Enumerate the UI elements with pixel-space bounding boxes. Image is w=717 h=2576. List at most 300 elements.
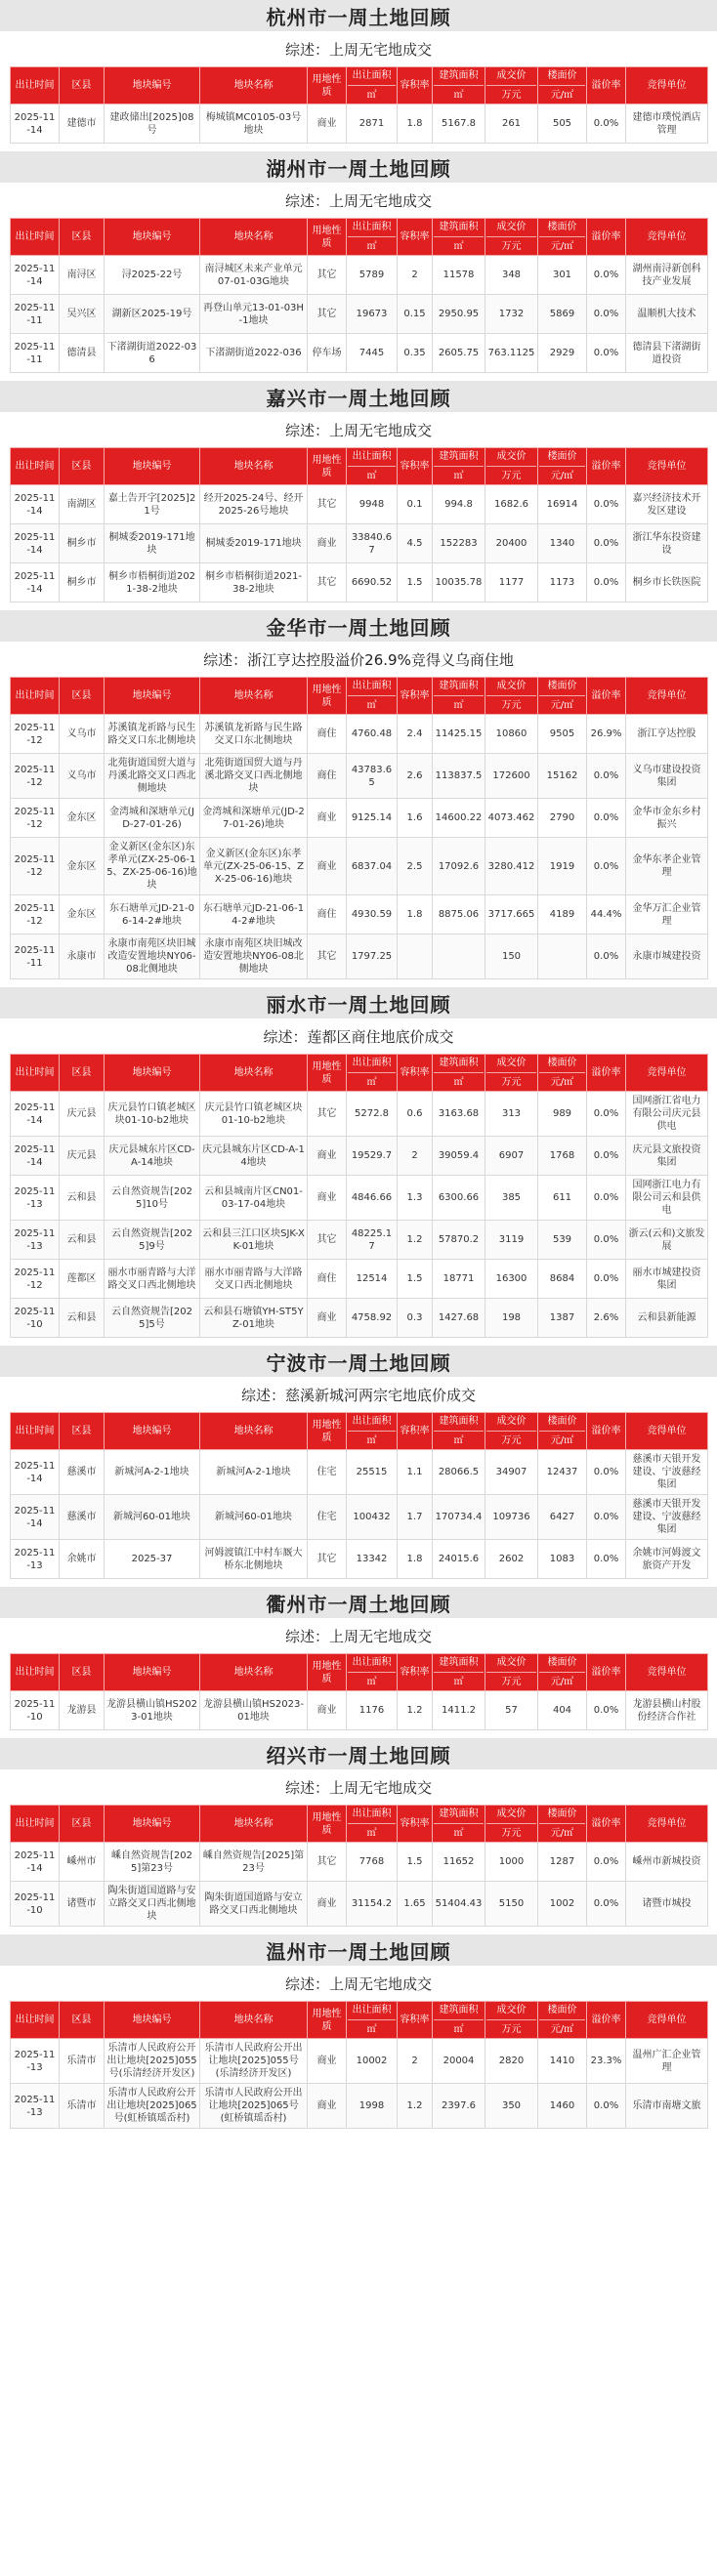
column-header-area [347,1654,398,1691]
cell-winner: 诸暨市城投 [626,1882,708,1927]
cell-floor-area: 51404.43 [433,1882,485,1927]
cell-floor-area: 3163.68 [433,1092,485,1137]
cell-land-use: 其它 [308,256,347,295]
cell-parcel-name: 新城河A-2-1地块 [200,1450,308,1495]
cell-land-use: 商业 [308,104,347,144]
table-row [11,1299,708,1338]
cell-winner: 温州广汇企业管理 [626,2039,708,2084]
cell-district: 云和县 [60,1299,105,1338]
cell-parcel-code: 建政储出[2025]08号 [105,104,200,144]
cell-premium-rate: 0.0% [587,524,626,563]
column-label: 溢价率 [591,1426,621,1436]
cell-parcel-name: 苏溪镇龙祈路与民生路交叉口东北侧地块 [200,715,308,754]
column-label: 地块名称 [233,690,274,701]
cell-district: 云和县 [60,1176,105,1221]
cell-plot-ratio: 0.1 [398,485,433,524]
cell-deal-price: 1177 [485,563,538,602]
table-header-row [11,219,708,256]
column-label: 竞得单位 [647,231,687,242]
table-row [11,895,708,935]
cell-premium-rate: 0.0% [587,2084,626,2129]
cell-premium-rate: 0.0% [587,799,626,838]
section-summary: 综述：上周无宅地成交 [284,1627,432,1645]
cell-premium-rate: 0.0% [587,1221,626,1260]
column-header-floor-price [538,1055,587,1092]
column-label: 竞得单位 [647,80,687,91]
column-label: 地块编号 [132,80,172,91]
column-header-district [60,67,105,104]
cell-plot-ratio: 1.5 [398,563,433,602]
column-header-plot-ratio [398,1654,433,1691]
cell-plot-ratio: 1.2 [398,1221,433,1260]
cell-parcel-code: 嘉土告开字[2025]21号 [105,485,200,524]
cell-deal-price: 385 [485,1176,538,1221]
column-header-parcel-code [105,678,200,715]
cell-district: 庆元县 [60,1137,105,1176]
cell-district: 义乌市 [60,754,105,799]
column-label: 楼面价 [547,1808,577,1819]
column-label: 竞得单位 [647,461,687,472]
column-header-floor-area [433,448,485,485]
cell-plot-ratio [398,935,433,979]
cell-parcel-code: 苏溪镇龙祈路与民生路交叉口东北侧地块 [105,715,200,754]
column-header-premium-rate [587,1055,626,1092]
cell-land-use: 住宅 [308,1495,347,1540]
cell-parcel-code: 永康市南苑区块旧城改造安置地块NY06-08北侧地块 [105,935,200,979]
column-unit: ㎡ [348,1431,396,1447]
cell-floor-price: 9505 [538,715,587,754]
cell-land-use: 其它 [308,1843,347,1882]
column-label: 出让面积 [352,1657,392,1668]
cell-plot-ratio: 1.1 [398,1450,433,1495]
column-label: 容积率 [400,1426,430,1436]
cell-premium-rate: 26.9% [587,715,626,754]
column-label: 出让时间 [15,461,55,472]
column-label: 区县 [71,1067,92,1078]
column-header-land-use [308,1413,347,1450]
cell-plot-ratio: 1.65 [398,1882,433,1927]
column-label: 出让时间 [15,1067,55,1078]
cell-plot-ratio: 1.2 [398,1691,433,1730]
cell-floor-price: 1173 [538,563,587,602]
cell-winner: 丽水市城建投资集团 [626,1260,708,1299]
column-label: 出让面积 [352,681,392,691]
column-label: 用地性质 [312,73,342,98]
column-label: 溢价率 [591,1667,621,1678]
cell-parcel-name: 乐清市人民政府公开出让地块[2025]055号(乐清经济开发区) [200,2039,308,2084]
column-unit: ㎡ [348,2019,396,2036]
column-label: 用地性质 [312,1419,342,1443]
cell-premium-rate: 2.6% [587,1299,626,1338]
table-row [11,1691,708,1730]
cell-district: 金东区 [60,799,105,838]
cell-district: 莲都区 [60,1260,105,1299]
cell-deal-price: 4073.462 [485,799,538,838]
column-label: 用地性质 [312,1660,342,1684]
column-unit: ㎡ [348,85,396,102]
column-header-floor-price [538,1654,587,1691]
column-header-parcel-name [200,2002,308,2039]
column-label: 出让时间 [15,231,55,242]
cell-winner: 国网浙江电力有限公司云和县供电 [626,1176,708,1221]
column-label: 建筑面积 [439,1416,479,1427]
column-header-premium-rate [587,219,626,256]
column-header-premium-rate [587,2002,626,2039]
cell-premium-rate: 0.0% [587,935,626,979]
cell-deal-price: 10860 [485,715,538,754]
cell-sale-date: 2025-11-13 [11,1176,60,1221]
cell-winner: 金华万汇企业管理 [626,895,708,935]
column-label: 楼面价 [547,1657,577,1668]
column-label: 地块名称 [233,231,274,242]
cell-parcel-name: 庆元县竹口镇老城区块01-10-b2地块 [200,1092,308,1137]
column-header-deal-price [485,2002,538,2039]
cell-sale-date: 2025-11-14 [11,1092,60,1137]
table-header-row [11,1654,708,1691]
table-row [11,1176,708,1221]
cell-floor-area: 5167.8 [433,104,485,144]
section-summary: 综述：上周无宅地成交 [284,421,432,439]
column-header-deal-price [485,1413,538,1450]
cell-deal-price: 6907 [485,1137,538,1176]
cell-area: 1176 [347,1691,398,1730]
cell-sale-date: 2025-11-11 [11,935,60,979]
column-unit: ㎡ [434,695,484,712]
cell-premium-rate: 0.0% [587,485,626,524]
column-header-floor-price [538,67,587,104]
table-row [11,1540,708,1579]
column-unit: 万元 [486,695,536,712]
cell-district: 龙游县 [60,1691,105,1730]
table-row [11,1092,708,1137]
cell-land-use: 其它 [308,295,347,334]
cell-area: 100432 [347,1495,398,1540]
land-table [10,447,708,602]
column-label: 成交价 [496,681,527,691]
cell-area: 19529.7 [347,1137,398,1176]
column-header-plot-ratio [398,448,433,485]
section-summary: 综述：上周无宅地成交 [284,1778,432,1797]
land-table [10,677,708,979]
cell-land-use: 商业 [308,1691,347,1730]
column-header-land-use [308,2002,347,2039]
cell-plot-ratio: 2.5 [398,838,433,895]
column-label: 竞得单位 [647,2015,687,2025]
cell-winner: 义乌市建设投资集团 [626,754,708,799]
column-header-deal-price [485,67,538,104]
cell-winner: 湖州南浔新创科技产业发展 [626,256,708,295]
column-header-sale-date [11,1055,60,1092]
cell-deal-price: 1000 [485,1843,538,1882]
cell-deal-price: 16300 [485,1260,538,1299]
cell-district: 余姚市 [60,1540,105,1579]
cell-parcel-name: 云和县三江口区块SJK-XK-01地块 [200,1221,308,1260]
cell-district: 南湖区 [60,485,105,524]
cell-sale-date: 2025-11-13 [11,1540,60,1579]
column-header-deal-price [485,1654,538,1691]
section-title: 杭州市一周土地回顾 [0,0,717,31]
cell-premium-rate: 0.0% [587,256,626,295]
column-label: 成交价 [496,2005,527,2015]
table-row [11,1260,708,1299]
cell-premium-rate: 0.0% [587,334,626,373]
column-unit: 万元 [486,2019,536,2036]
column-header-sale-date [11,678,60,715]
column-label: 容积率 [400,461,430,472]
cell-deal-price: 3119 [485,1221,538,1260]
column-label: 成交价 [496,1416,527,1427]
cell-floor-area: 994.8 [433,485,485,524]
column-label: 出让时间 [15,690,55,701]
column-label: 楼面价 [547,1058,577,1068]
cell-winner: 金华市金东乡村振兴 [626,799,708,838]
cell-parcel-code: 陶朱街道国道路与安立路交叉口西北侧地块 [105,1882,200,1927]
column-header-area [347,1806,398,1843]
column-label: 用地性质 [312,2008,342,2032]
cell-plot-ratio: 0.6 [398,1092,433,1137]
section-summary: 综述：慈溪新城河两宗宅地底价成交 [240,1386,476,1404]
cell-premium-rate: 44.4% [587,895,626,935]
column-label: 建筑面积 [439,1808,479,1819]
cell-plot-ratio: 0.3 [398,1299,433,1338]
column-label: 地块编号 [132,231,172,242]
cell-floor-price: 5869 [538,295,587,334]
column-header-floor-area [433,1806,485,1843]
cell-plot-ratio: 0.35 [398,334,433,373]
cell-deal-price: 2602 [485,1540,538,1579]
section-title: 衢州市一周土地回顾 [0,1587,717,1618]
column-label: 楼面价 [547,1416,577,1427]
cell-deal-price: 348 [485,256,538,295]
cell-land-use: 商住 [308,1260,347,1299]
column-label: 成交价 [496,1808,527,1819]
cell-land-use: 商业 [308,1137,347,1176]
section-title: 嘉兴市一周土地回顾 [0,381,717,412]
cell-floor-area: 28066.5 [433,1450,485,1495]
column-unit: ㎡ [348,466,396,482]
column-unit: 万元 [486,236,536,253]
column-header-parcel-code [105,1654,200,1691]
column-header-deal-price [485,678,538,715]
cell-parcel-code: 云自然资规告[2025]9号 [105,1221,200,1260]
cell-sale-date: 2025-11-14 [11,1137,60,1176]
column-header-plot-ratio [398,219,433,256]
cell-winner: 浙云(云和)文旅发展 [626,1221,708,1260]
column-header-floor-area [433,219,485,256]
column-unit: 元/㎡ [539,466,585,482]
column-unit: 万元 [486,466,536,482]
cell-parcel-code: 乐清市人民政府公开出让地块[2025]065号(虹桥镇瑶岙村) [105,2084,200,2129]
cell-district: 乐清市 [60,2039,105,2084]
cell-deal-price: 350 [485,2084,538,2129]
cell-floor-area: 2950.95 [433,295,485,334]
cell-floor-area: 24015.6 [433,1540,485,1579]
land-table [10,218,708,373]
column-label: 容积率 [400,80,430,91]
cell-floor-area: 2605.75 [433,334,485,373]
cell-plot-ratio: 1.8 [398,895,433,935]
cell-floor-price: 2790 [538,799,587,838]
table-header-row [11,1055,708,1092]
column-header-plot-ratio [398,1806,433,1843]
cell-floor-area: 1411.2 [433,1691,485,1730]
table-row [11,485,708,524]
cell-parcel-name: 南浔城区未来产业单元07-01-03G地块 [200,256,308,295]
cell-parcel-name: 梅城镇MC0105-03号地块 [200,104,308,144]
cell-district: 义乌市 [60,715,105,754]
cell-floor-price: 1340 [538,524,587,563]
cell-sale-date: 2025-11-12 [11,754,60,799]
column-header-parcel-name [200,1806,308,1843]
cell-floor-area: 11652 [433,1843,485,1882]
column-label: 溢价率 [591,231,621,242]
column-header-floor-price [538,219,587,256]
column-unit: 元/㎡ [539,1072,585,1089]
cell-land-use: 商业 [308,1882,347,1927]
cell-land-use: 商业 [308,838,347,895]
cell-sale-date: 2025-11-12 [11,799,60,838]
column-header-district [60,1654,105,1691]
cell-floor-price: 1919 [538,838,587,895]
column-header-floor-area [433,678,485,715]
cell-parcel-code: 东石塘单元JD-21-06-14-2#地块 [105,895,200,935]
cell-parcel-code: 庆元县竹口镇老城区块01-10-b2地块 [105,1092,200,1137]
column-header-district [60,678,105,715]
cell-floor-area: 57870.2 [433,1221,485,1260]
cell-winner: 永康市城建投资 [626,935,708,979]
cell-premium-rate: 0.0% [587,1450,626,1495]
cell-plot-ratio: 1.5 [398,1260,433,1299]
cell-land-use: 商业 [308,2039,347,2084]
column-header-parcel-name [200,67,308,104]
land-table [10,66,708,144]
section-summary: 综述：上周无宅地成交 [284,1974,432,1993]
cell-parcel-code: 云自然资规告[2025]5号 [105,1299,200,1338]
cell-parcel-code: 2025-37 [105,1540,200,1579]
column-unit: ㎡ [348,1823,396,1840]
column-label: 出让面积 [352,1416,392,1427]
cell-floor-area: 8875.06 [433,895,485,935]
column-header-premium-rate [587,67,626,104]
column-label: 溢价率 [591,461,621,472]
cell-parcel-name: 北苑街道国贸大道与丹溪北路交叉口西北侧地块 [200,754,308,799]
cell-floor-price: 989 [538,1092,587,1137]
column-header-premium-rate [587,1413,626,1450]
column-header-deal-price [485,1806,538,1843]
cell-area: 31154.2 [347,1882,398,1927]
column-unit: ㎡ [434,236,484,253]
column-header-parcel-name [200,1654,308,1691]
cell-premium-rate: 0.0% [587,1691,626,1730]
column-header-premium-rate [587,1806,626,1843]
cell-district: 吴兴区 [60,295,105,334]
column-header-winner [626,67,708,104]
column-label: 区县 [71,1426,92,1436]
cell-parcel-code: 下渚湖街道2022-036 [105,334,200,373]
cell-deal-price: 34907 [485,1450,538,1495]
column-label: 用地性质 [312,454,342,478]
table-row [11,935,708,979]
column-header-district [60,2002,105,2039]
column-unit: 元/㎡ [539,1823,585,1840]
cell-floor-price: 4189 [538,895,587,935]
cell-plot-ratio: 1.6 [398,799,433,838]
table-row [11,799,708,838]
column-label: 用地性质 [312,1811,342,1836]
cell-area: 48225.17 [347,1221,398,1260]
section-title: 温州市一周土地回顾 [0,1934,717,1966]
column-header-parcel-code [105,1806,200,1843]
column-unit: ㎡ [434,1823,484,1840]
cell-deal-price: 198 [485,1299,538,1338]
column-unit: ㎡ [434,2019,484,2036]
cell-parcel-name: 河姆渡镇江中村车厩大桥东北侧地块 [200,1540,308,1579]
cell-floor-price: 12437 [538,1450,587,1495]
column-label: 竞得单位 [647,1818,687,1829]
cell-sale-date: 2025-11-11 [11,334,60,373]
column-label: 地块名称 [233,2015,274,2025]
section-title: 金华市一周土地回顾 [0,610,717,642]
column-label: 竞得单位 [647,690,687,701]
table-row [11,754,708,799]
cell-district: 桐乡市 [60,563,105,602]
column-unit: 元/㎡ [539,236,585,253]
cell-winner: 金华东孝企业管理 [626,838,708,895]
cell-parcel-code: 湖新区2025-19号 [105,295,200,334]
cell-winner: 慈溪市天银开发建设、宁波慈经集团 [626,1450,708,1495]
column-header-winner [626,678,708,715]
cell-land-use: 其它 [308,563,347,602]
column-header-district [60,448,105,485]
cell-floor-area: 113837.5 [433,754,485,799]
column-label: 建筑面积 [439,1657,479,1668]
table-row [11,1450,708,1495]
column-header-parcel-name [200,219,308,256]
cell-sale-date: 2025-11-10 [11,1299,60,1338]
table-row [11,1843,708,1882]
cell-deal-price: 57 [485,1691,538,1730]
cell-sale-date: 2025-11-12 [11,895,60,935]
table-row [11,715,708,754]
column-label: 出让面积 [352,1058,392,1068]
column-label: 出让面积 [352,222,392,232]
table-row [11,104,708,144]
cell-floor-price [538,935,587,979]
cell-district: 德清县 [60,334,105,373]
table-header-row [11,678,708,715]
cell-land-use: 商住 [308,754,347,799]
column-header-winner [626,1413,708,1450]
column-label: 建筑面积 [439,451,479,462]
cell-floor-price: 404 [538,1691,587,1730]
column-unit: ㎡ [434,466,484,482]
cell-area: 5272.8 [347,1092,398,1137]
column-label: 区县 [71,80,92,91]
column-label: 溢价率 [591,1067,621,1078]
table-row [11,295,708,334]
cell-floor-price: 1083 [538,1540,587,1579]
cell-district: 永康市 [60,935,105,979]
cell-district: 慈溪市 [60,1495,105,1540]
cell-parcel-code: 浔2025-22号 [105,256,200,295]
column-label: 楼面价 [547,70,577,81]
land-table [10,1653,708,1730]
column-label: 区县 [71,2015,92,2025]
column-label: 出让面积 [352,1808,392,1819]
cell-plot-ratio: 1.3 [398,1176,433,1221]
column-header-plot-ratio [398,67,433,104]
cell-land-use: 其它 [308,485,347,524]
